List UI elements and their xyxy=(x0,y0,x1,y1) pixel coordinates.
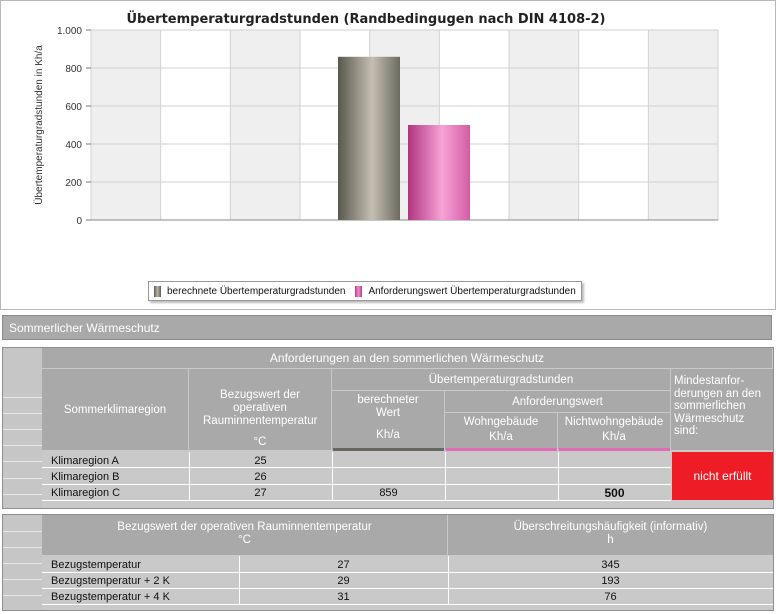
legend-label-calculated: berechnete Übertemperaturgradstunden xyxy=(167,285,346,297)
header-reference-temperature-label: Bezugswert der operativen Rauminnentemperatur xyxy=(203,389,318,427)
table2-row-1-hours: 345 xyxy=(601,559,620,571)
row-stub-column-2 xyxy=(3,515,42,610)
table2-row-3-hours: 76 xyxy=(604,591,617,603)
chart-title: Übertemperaturgradstunden (Randbedingugen nach DIN 4108-2) xyxy=(126,12,606,27)
plot-band xyxy=(579,30,649,220)
plot-band xyxy=(161,30,231,220)
bar-requirement xyxy=(408,125,470,220)
header-residential-label: Wohngebäude xyxy=(463,416,539,428)
plot-band xyxy=(91,30,161,220)
y-tick-label: 1.000 xyxy=(56,26,82,37)
legend-swatch-requirement xyxy=(355,286,362,297)
row-region-c-non-residential: 500 xyxy=(604,486,625,500)
table2-header-frequency-label: Überschreitungshäufigkeit (informativ) xyxy=(513,521,708,533)
requirement-color-bar-residential xyxy=(446,448,557,451)
plot-band xyxy=(509,30,579,220)
row-region-b-ref: 26 xyxy=(254,471,267,483)
table2-row-3-label: Bezugstemperatur + 4 K xyxy=(51,591,170,603)
table2-header-reference-label: Bezugswert der operativen Rauminnentemperatur xyxy=(117,521,372,533)
bar-chart xyxy=(1,1,775,309)
table2-row-2-temp: 29 xyxy=(337,575,350,587)
row-region-c-calculated: 859 xyxy=(379,487,398,499)
legend-swatch-calculated xyxy=(154,286,161,297)
header-calculated-value xyxy=(332,391,445,451)
result-status-badge: nicht erfüllt xyxy=(672,452,773,500)
table2-row-2-label: Bezugstemperatur + 2 K xyxy=(51,575,170,587)
row-region-a-ref: 25 xyxy=(254,455,267,467)
header-reference-temperature-unit: °C xyxy=(253,436,267,448)
header-calculated-value-label: berechneter Wert xyxy=(357,394,419,419)
table2-row-1-label: Bezugstemperatur xyxy=(51,559,141,571)
table2-header-reference xyxy=(42,515,448,556)
chart-legend xyxy=(148,281,582,301)
table2-header-reference-unit: °C xyxy=(238,534,251,546)
header-non-residential xyxy=(558,413,671,451)
table1-title: Anforderungen an den sommerlichen Wärmeschutz xyxy=(42,348,773,369)
requirement-color-bar-non-residential xyxy=(559,448,670,451)
header-non-residential-label: Nichtwohngebäude xyxy=(564,416,664,428)
row-region-b-label: Klimaregion B xyxy=(51,471,120,483)
header-non-residential-unit: Kh/a xyxy=(602,431,626,443)
header-minimum-requirements: Mindestanfor-derungen an den sommerlichen Wärmeschutz sind: xyxy=(671,369,773,451)
plot-band xyxy=(648,30,718,220)
y-tick-label: 800 xyxy=(65,64,82,75)
legend-label-requirement: Anforderungswert Übertemperaturgradstunden xyxy=(368,285,576,297)
table2-header-frequency-unit: h xyxy=(607,534,614,546)
table2-row-1-temp: 27 xyxy=(337,559,350,571)
header-reference-temperature xyxy=(189,369,332,451)
table2-row-3-temp: 31 xyxy=(337,591,350,603)
header-calculated-value-unit: Kh/a xyxy=(376,429,400,441)
plot-band xyxy=(230,30,300,220)
y-tick-label: 0 xyxy=(76,216,82,227)
table2-row-2-hours: 193 xyxy=(601,575,620,587)
calculated-color-bar xyxy=(333,448,444,451)
table2-header-frequency xyxy=(448,515,773,556)
header-requirement-group: Anforderungswert xyxy=(445,391,671,413)
row-stub-column xyxy=(3,348,42,508)
row-region-a-label: Klimaregion A xyxy=(51,455,119,467)
bar-calculated xyxy=(338,57,400,220)
chart-y-axis-label: Übertemperaturgradstunden in Kh/a xyxy=(34,45,45,205)
requirements-table xyxy=(2,347,774,509)
row-region-c-ref: 27 xyxy=(254,487,267,499)
header-summer-region: Sommerklimaregion xyxy=(42,369,189,451)
y-tick-label: 600 xyxy=(65,102,82,113)
header-overtemp-group: Übertemperaturgradstunden xyxy=(332,369,671,391)
reference-temperature-table xyxy=(2,514,774,611)
y-tick-label: 400 xyxy=(65,140,82,151)
y-tick-label: 200 xyxy=(65,178,82,189)
row-region-c-label: Klimaregion C xyxy=(51,487,121,499)
header-residential xyxy=(445,413,558,451)
header-residential-unit: Kh/a xyxy=(489,431,513,443)
section-header: Sommerlicher Wärmeschutz xyxy=(2,315,772,340)
